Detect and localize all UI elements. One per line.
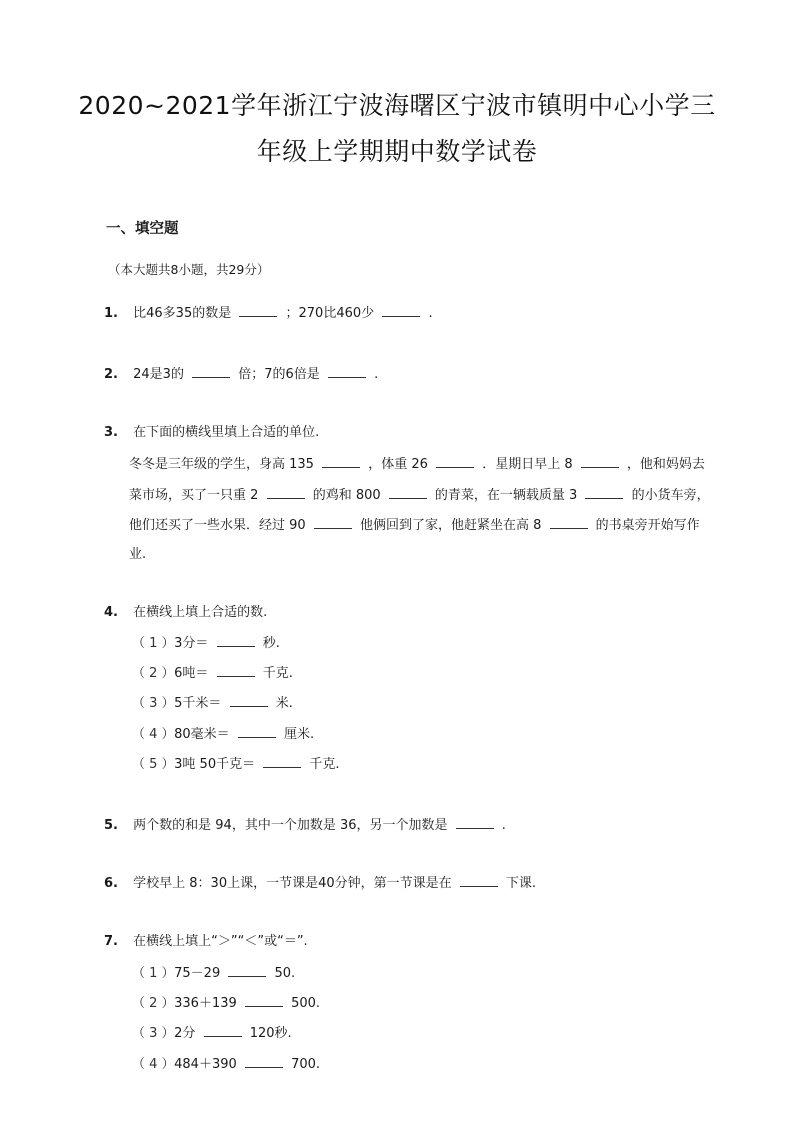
question-5: 5. 两个数的和是 94，其中一个加数是 36，另一个加数是 .: [104, 818, 506, 833]
answer-blank[interactable]: [217, 634, 255, 647]
question-number: 4.: [104, 605, 118, 620]
question-3: 3. 在下面的横线里填上合适的单位.: [104, 425, 320, 440]
question-4-item-3: （ 3 ） 5千米＝ 米.: [132, 696, 293, 711]
answer-blank[interactable]: [238, 725, 276, 738]
exam-title-line1: 2020~2021学年浙江宁波海曙区宁波市镇明中心小学三: [78, 91, 716, 120]
answer-blank[interactable]: [239, 304, 277, 317]
question-number: 1.: [104, 306, 118, 321]
answer-blank[interactable]: [585, 486, 623, 499]
answer-blank[interactable]: [382, 304, 420, 317]
question-number: 6.: [104, 876, 118, 891]
question-4-item-2: （ 2 ） 6吨＝ 千克.: [132, 666, 293, 681]
question-4-item-5: （ 5 ） 3吨 50千克＝ 千克.: [132, 757, 340, 772]
question-number: 2.: [104, 367, 118, 382]
question-7-item-1: （ 1 ） 75－29 50.: [132, 966, 296, 981]
question-3-line-3: 他们还买了一些水果．经过 90 他俩回到了家，他赶紧坐在高 8 的书桌旁开始写作: [129, 518, 700, 533]
question-4: 4. 在横线上填上合适的数.: [104, 605, 268, 620]
answer-blank[interactable]: [204, 1024, 242, 1037]
question-7-item-4: （ 4 ） 484＋390 700.: [132, 1057, 321, 1072]
answer-blank[interactable]: [245, 1055, 283, 1068]
section-heading: 一、填空题: [106, 221, 179, 237]
answer-blank[interactable]: [230, 694, 268, 707]
answer-blank[interactable]: [328, 365, 366, 378]
answer-blank[interactable]: [263, 755, 301, 768]
question-number: 7.: [104, 934, 118, 949]
question-3-line-1: 冬冬是三年级的学生，身高 135 ，体重 26 ．星期日早上 8 ，他和妈妈去: [129, 457, 705, 472]
answer-blank[interactable]: [245, 994, 283, 1007]
answer-blank[interactable]: [550, 516, 588, 529]
question-7-item-2: （ 2 ） 336＋139 500.: [132, 996, 321, 1011]
answer-blank[interactable]: [456, 816, 494, 829]
question-2: 2. 24是3的 倍；7的6倍是 .: [104, 367, 379, 382]
question-4-item-1: （ 1 ） 3分＝ 秒.: [132, 636, 280, 651]
question-1: 1. 比46多35的数是 ；270比460少 .: [104, 306, 433, 321]
question-7-item-3: （ 3 ） 2分 120秒.: [132, 1026, 292, 1041]
answer-blank[interactable]: [314, 516, 352, 529]
section-note: （本大题共8小题，共29分）: [108, 262, 270, 277]
question-7: 7. 在横线上填上“＞”“＜”或“＝”.: [104, 934, 308, 949]
answer-blank[interactable]: [389, 486, 427, 499]
question-4-item-4: （ 4 ） 80毫米＝ 厘米.: [132, 727, 315, 742]
answer-blank[interactable]: [460, 874, 498, 887]
question-number: 3.: [104, 425, 118, 440]
question-3-line-2: 菜市场，买了一只重 2 的鸡和 800 的青菜，在一辆载质量 3 的小货车旁，: [129, 488, 710, 503]
answer-blank[interactable]: [322, 455, 360, 468]
exam-title-line2: 年级上学期期中数学试卷: [256, 137, 538, 166]
answer-blank[interactable]: [192, 365, 230, 378]
question-3-line-4: 业.: [129, 547, 147, 562]
answer-blank[interactable]: [228, 964, 266, 977]
answer-blank[interactable]: [217, 664, 255, 677]
question-number: 5.: [104, 818, 118, 833]
answer-blank[interactable]: [436, 455, 474, 468]
question-6: 6. 学校早上 8：30上课，一节课是40分钟，第一节课是在 下课.: [104, 876, 537, 891]
answer-blank[interactable]: [581, 455, 619, 468]
answer-blank[interactable]: [267, 486, 305, 499]
